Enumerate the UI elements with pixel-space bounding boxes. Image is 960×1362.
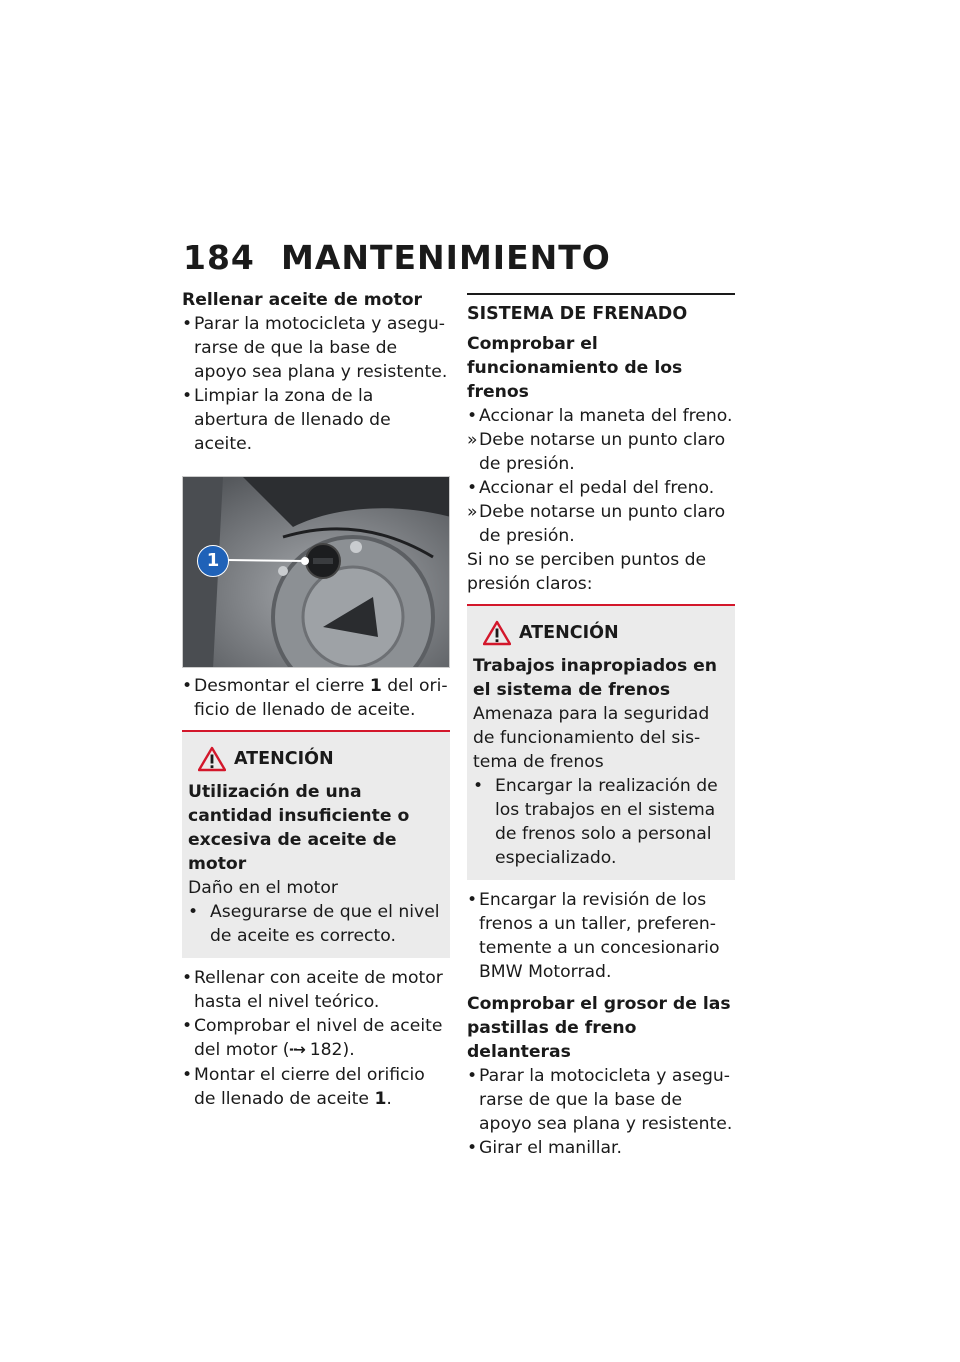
list-marker: • (467, 478, 478, 498)
warning-box-oil (182, 730, 450, 958)
list-item-text: Rellenar con aceite de motor hasta el nivel teórico. (194, 968, 443, 1012)
list-item-text: Accionar el pedal del freno. (479, 478, 715, 498)
list-item: • Rellenar con aceite de motor hasta el nivel teórico. (182, 968, 443, 1012)
warning-bullet: • Asegurarse de que el nivel de aceite es correcto. (188, 902, 440, 946)
list-item-text: Accionar la maneta del freno. (479, 406, 733, 426)
list-item: • Girar el manillar. (467, 1138, 623, 1158)
page-number: 184 (183, 238, 255, 277)
list-item-text: Desmontar el cierre (194, 676, 370, 696)
warning-bullet: • Encargar la realización de los trabajos en el sistema de frenos solo a personal especializado. (473, 776, 718, 868)
list-item: • Encargar la revisión de los frenos a un taller, preferen-temente a un concesionario BMW Motorrad. (467, 890, 720, 982)
list-item: • Comprobar el nivel de aceite del motor (╍➜ 182). (182, 1014, 450, 1063)
list-item-text: Girar el manillar. (479, 1138, 623, 1158)
left-column (182, 288, 450, 1111)
list-item-text: Parar la motocicleta y asegu-rarse de que la base de apoyo sea plana y resistente. (194, 314, 448, 382)
page-reference[interactable]: 182 (309, 1040, 343, 1060)
list-item-text: Encargar la revisión de los frenos a un taller, preferen-temente a un concesionario BMW Motorrad. (479, 890, 720, 982)
list-item-text: Debe notarse un punto claro de presión. (479, 430, 726, 474)
list-item-text: Comprobar el nivel de aceite del motor ( (194, 1016, 443, 1060)
page-title: MANTENIMIENTO (281, 238, 611, 277)
note-text: Si no se perciben puntos de presión claros: (467, 550, 707, 594)
oil-filler-photo (182, 476, 450, 668)
list-item: • Desmontar el cierre 1 del ori-ficio de llenado de aceite. (182, 676, 448, 720)
heading-brake-function: Comprobar el funcionamiento de los frenos (467, 334, 683, 402)
warning-label: ATENCIÓN (519, 623, 619, 643)
heading-brake-pads: Comprobar el grosor de las pastillas de freno delanteras (467, 994, 731, 1062)
warning-text: Daño en el motor (188, 878, 338, 898)
list-item (467, 476, 735, 500)
warning-triangle-icon (198, 746, 226, 772)
page-header (183, 238, 611, 277)
list-item-text: . (386, 1089, 392, 1109)
warning-label: ATENCIÓN (234, 749, 334, 769)
warning-header (188, 746, 444, 772)
list-marker: • (467, 406, 478, 426)
section-title-brakes: SISTEMA DE FRENADO (467, 293, 735, 326)
list-item-text: ). (342, 1040, 355, 1060)
page-reference-arrow-icon: ╍➜ (289, 1043, 305, 1058)
list-item: • Parar la motocicleta y asegu-rarse de que la base de apoyo sea plana y resistente. (467, 1066, 733, 1134)
warning-triangle-icon (483, 620, 511, 646)
warning-title: Utilización de una cantidad insuficiente o excesiva de aceite de motor (188, 782, 410, 874)
list-item-text: Debe notarse un punto claro de presión. (479, 502, 726, 546)
list-item-text: Parar la motocicleta y asegu-rarse de que la base de apoyo sea plana y resistente. (479, 1066, 733, 1134)
warning-text: Amenaza para la seguridad de funcionamiento del sis-tema de frenos (473, 704, 710, 772)
list-item (467, 428, 735, 476)
warning-bullet-text: Encargar la realización de los trabajos en el sistema de frenos solo a personal especializado. (495, 776, 718, 868)
warning-bullet-text: Asegurarse de que el nivel de aceite es correcto. (210, 902, 440, 946)
list-item: • Montar el cierre del orificio de llenado de aceite 1. (182, 1065, 425, 1109)
list-item (467, 500, 735, 548)
warning-header (473, 620, 729, 646)
list-item: • Limpiar la zona de la abertura de llenado de aceite. (182, 386, 391, 454)
list-item-text: del ori-ficio de llenado de aceite. (194, 676, 448, 720)
list-item-text: Montar el cierre del orificio de llenado de aceite (194, 1065, 425, 1109)
callout-ref: 1 (369, 676, 382, 696)
callout-1: 1 (197, 545, 229, 577)
right-column (467, 288, 735, 1160)
list-item (467, 404, 735, 428)
section-heading-oil: Rellenar aceite de motor (182, 290, 422, 310)
list-marker: » (467, 502, 478, 522)
callout-ref: 1 (374, 1089, 387, 1109)
list-item: • Parar la motocicleta y asegu-rarse de que la base de apoyo sea plana y resistente. (182, 314, 448, 382)
list-item-text: Limpiar la zona de la abertura de llenado de aceite. (194, 386, 391, 454)
warning-title: Trabajos inapropiados en el sistema de frenos (473, 656, 718, 700)
warning-box-brakes (467, 604, 735, 880)
list-marker: » (467, 430, 478, 450)
